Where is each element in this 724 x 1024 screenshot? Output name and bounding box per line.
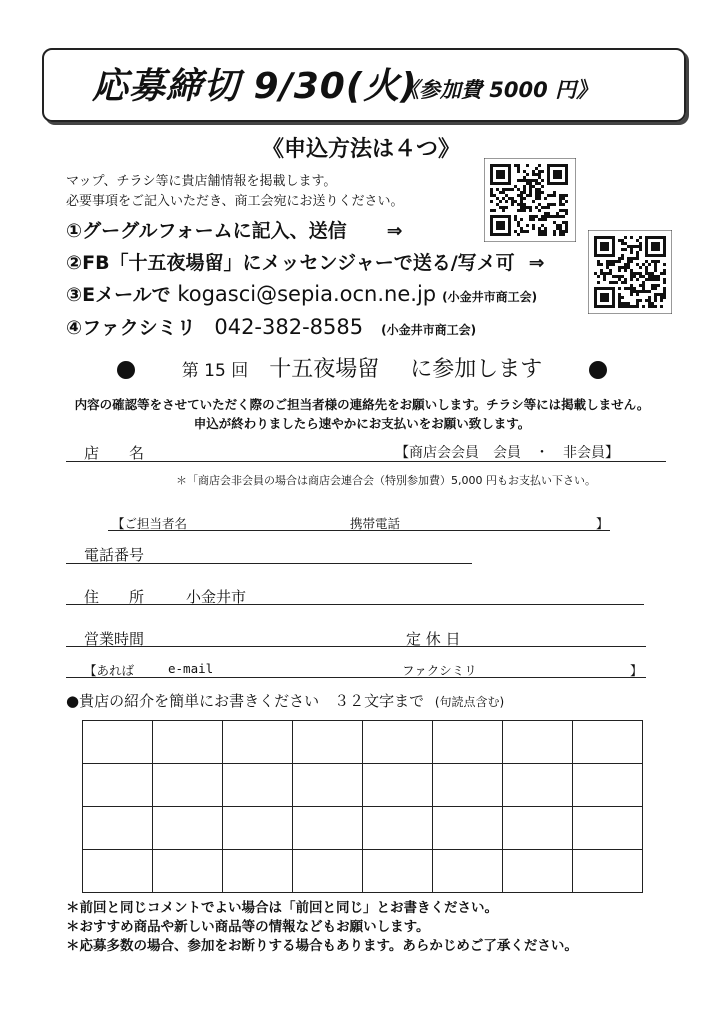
optional-label: 【あれば [84,663,135,678]
phone-field[interactable] [66,563,472,564]
store-name-label: 店 名 [84,444,145,462]
grid-cell[interactable] [83,721,153,764]
arrow-right-icon: ⇒ [386,220,403,242]
contact-person-field[interactable] [108,530,610,531]
methods-heading: 《申込方法は４つ》 [262,137,461,162]
holiday-label: 定 休 日 [406,630,461,648]
bracket-close-2: 】 [630,663,643,678]
grid-cell[interactable] [573,807,643,850]
grid-cell[interactable] [153,764,223,807]
membership-options[interactable]: 【商店会会員 会員 ・ 非会員】 [395,445,619,461]
method-email-note: (小金井市商工会) [442,290,538,304]
methods-intro-line-1: マップ、チラシ等に貴店舗情報を掲載します。 [66,174,337,189]
method-fax-prefix: ④ファクシミリ [66,317,196,339]
grid-cell[interactable] [433,850,503,893]
grid-cell[interactable] [503,807,573,850]
store-intro-instruction [66,690,504,711]
event-prefix: 第 15 回 [181,361,249,381]
grid-cell[interactable] [573,764,643,807]
deadline-title: 応募締切 9/30(火) [92,66,418,107]
bullet-icon [589,361,607,379]
grid-cell[interactable] [503,764,573,807]
grid-cell[interactable] [293,850,363,893]
store-intro-note: (句読点含む) [434,695,505,709]
method-google-form [66,216,403,243]
store-intro-label: ●貴店の紹介を簡単にお書きください ３２文字まで [66,692,425,710]
email-address-link[interactable]: kogasci@sepia.ocn.ne.jp [177,282,437,306]
contact-note: 内容の確認等をさせていただく際のご担当者様の連絡先をお願いします。チラシ等には掲載しません。 [74,397,650,412]
grid-cell[interactable] [153,721,223,764]
grid-cell[interactable] [153,807,223,850]
grid-cell[interactable] [363,807,433,850]
participation-fee: 《参加費 5000 円》 [398,78,598,102]
grid-cell[interactable] [83,807,153,850]
grid-cell[interactable] [433,721,503,764]
grid-cell[interactable] [293,807,363,850]
methods-intro-line-2: 必要事項をご記入いただき、商工会宛にお送りください。 [66,194,404,209]
bracket-close: 】 [596,516,609,531]
grid-cell[interactable] [433,764,503,807]
grid-cell[interactable] [363,721,433,764]
event-name: 十五夜場留 [269,357,380,382]
footer-note-3: ＊応募多数の場合、参加をお断りする場合もあります。あらかじめご了承ください。 [66,938,578,954]
phone-label: 電話番号 [84,546,145,564]
grid-cell[interactable] [293,764,363,807]
event-suffix: に参加します [410,357,543,382]
address-city: 小金井市 [186,588,247,606]
fax-number: 042-382-8585 [214,315,364,339]
event-title [0,352,724,383]
grid-cell[interactable] [153,850,223,893]
store-intro-grid[interactable] [82,720,643,893]
method-email-prefix: ③Eメールで [66,284,171,306]
method-google-text: ①グーグルフォームに記入、送信 [66,220,347,242]
email-fax-field[interactable] [66,677,646,678]
qr-code-facebook[interactable] [588,230,672,314]
method-email [66,280,537,307]
grid-cell[interactable] [223,721,293,764]
method-facebook [66,248,545,275]
footer-note-2: ＊おすすめ商品や新しい商品等の情報などもお願いします。 [66,919,430,935]
hours-holiday-field[interactable] [66,646,646,647]
grid-cell[interactable] [433,807,503,850]
grid-cell[interactable] [83,764,153,807]
nonmember-note: ＊「商店会非会員の場合は商店会連合会（特別参加費）5,000 円もお支払い下さい。 [176,474,596,487]
address-field[interactable] [66,604,644,605]
grid-cell[interactable] [363,764,433,807]
grid-cell[interactable] [223,764,293,807]
method-fax [66,313,476,340]
store-name-field[interactable] [66,461,666,462]
grid-cell[interactable] [503,850,573,893]
payment-note: 申込が終わりましたら速やかにお支払いをお願い致します。 [193,416,531,431]
arrow-right-icon: ⇒ [528,252,545,274]
bullet-icon [117,361,135,379]
contact-person-label: 【ご担当者名 [112,516,188,531]
grid-cell[interactable] [363,850,433,893]
grid-cell[interactable] [503,721,573,764]
grid-cell[interactable] [223,850,293,893]
grid-cell[interactable] [223,807,293,850]
grid-cell[interactable] [573,721,643,764]
facsimile-label: ファクシミリ [402,663,477,678]
footer-note-1: ＊前回と同じコメントでよい場合は「前回と同じ」とお書きください。 [66,900,498,916]
address-label: 住 所 [84,588,145,606]
grid-cell[interactable] [573,850,643,893]
method-fb-text: ②FB「十五夜場留」にメッセンジャーで送る/写メ可 [66,252,515,274]
grid-cell[interactable] [83,850,153,893]
business-hours-label: 営業時間 [84,630,145,648]
method-fax-note: (小金井市商工会) [381,323,477,337]
qr-code-google-form[interactable] [484,158,576,242]
mobile-phone-label: 携帯電話 [350,516,401,531]
email-label: e-mail [168,661,214,676]
grid-cell[interactable] [293,721,363,764]
